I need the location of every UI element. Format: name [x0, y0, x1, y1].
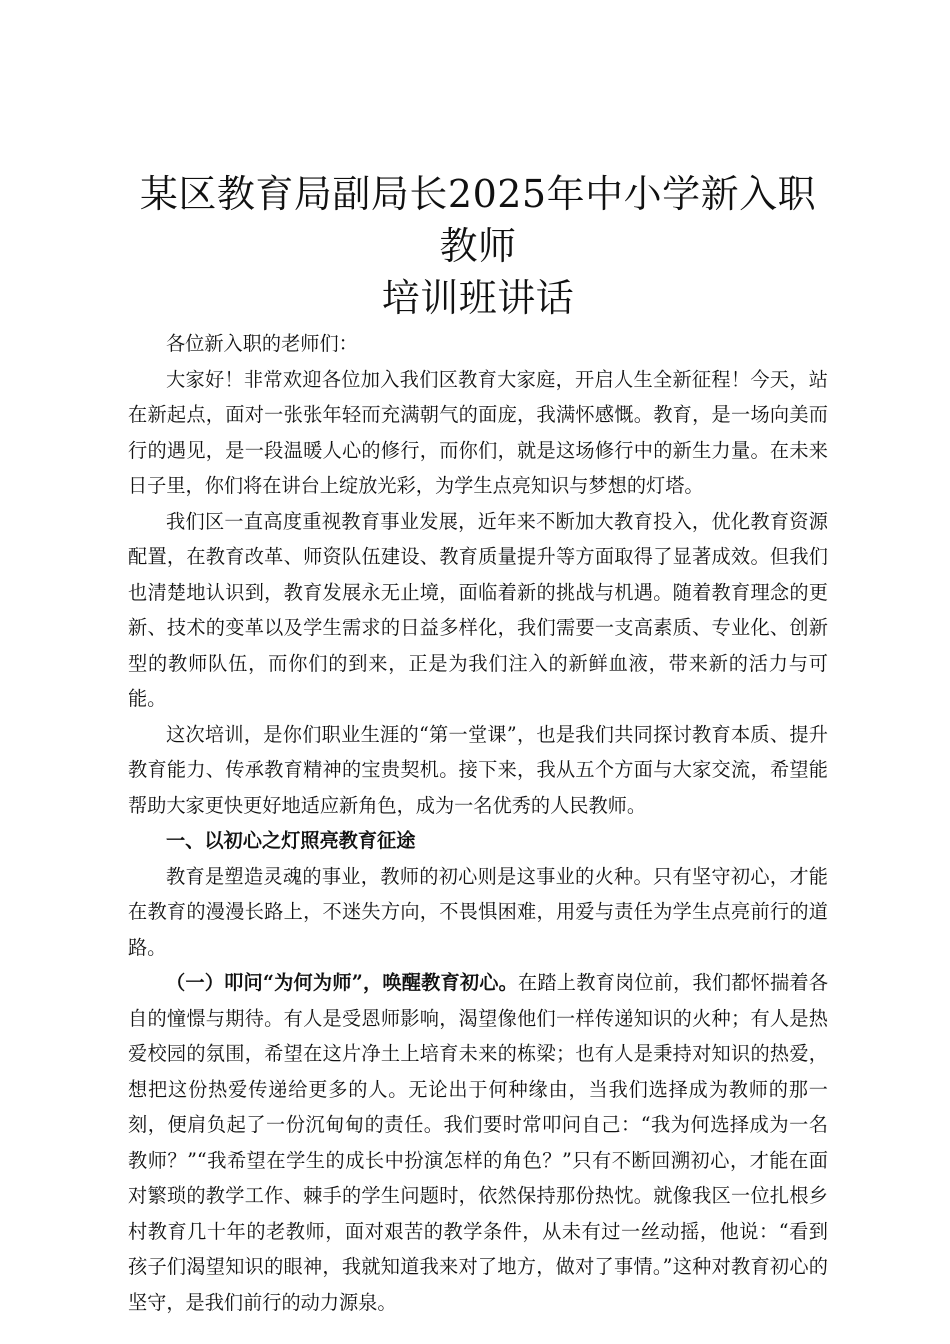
paragraph-district-development: 我们区一直高度重视教育事业发展，近年来不断加大教育投入，优化教育资源配置，在教育改革、师资队伍建设、教育质量提升等方面取得了显著成效。但我们也清楚地认识到，教育发展永无止境，面临着新的挑战与机遇。随着教育理念的更新、技术的变革以及学生需求的日益多样化，我们需要一支高素质、专业化、创新型的教师队伍，而你们的到来，正是为我们注入的新鲜血液，带来新的活力与可能。 [128, 509, 828, 710]
subsection-1-lead: （一）叩问“为何为师”，唤醒教育初心。 [166, 971, 519, 994]
title-line-1: 某区教育局副局长2025年中小学新入职教师 [139, 172, 817, 268]
subsection-1-body: 在踏上教育岗位前，我们都怀揣着各自的憧憬与期待。有人是受恩师影响，渴望像他们一样传递知识的火种；有人是热爱校园的氛围，希望在这片净土上培育未来的栋梁；也有人是秉持对知识的热爱，想把这份热爱传递给更多的人。无论出于何种缘由，当我们选择成为教师的那一刻，便肩负起了一份沉甸甸的责任。我们要时常叩问自己：“我为何选择成为一名教师？”“我希望在学生的成长中扮演怎样的角色？”只有不断回溯初心，才能在面对繁琐的教学工作、棘手的学生问题时，依然保持那份热忱。就像我区一位扎根乡村教育几十年的老教师，面对艰苦的教学条件，从未有过一丝动摇，他说：“看到孩子们渴望知识的眼神，我就知道我来对了地方，做对了事情。”这种对教育初心的坚守，是我们前行的动力源泉。 [128, 971, 829, 1314]
salutation: 各位新入职的老师们： [166, 332, 358, 355]
paragraph-welcome: 大家好！非常欢迎各位加入我们区教育大家庭，开启人生全新征程！今天，站在新起点，面对一张张年轻而充满朝气的面庞，我满怀感慨。教育，是一场向美而行的遇见，是一段温暖人心的修行，而你们，就是这场修行中的新生力量。在未来日子里，你们将在讲台上绽放光彩，为学生点亮知识与梦想的灯塔。 [128, 367, 828, 497]
document-title [128, 168, 828, 324]
paragraph-training-intro: 这次培训，是你们职业生涯的“第一堂课”，也是我们共同探讨教育本质、提升教育能力、传承教育精神的宝贵契机。接下来，我从五个方面与大家交流，希望能帮助大家更快更好地适应新角色，成为一名优秀的人民教师。 [128, 722, 828, 817]
title-line-2: 培训班讲话 [381, 276, 575, 320]
document-page [128, 168, 828, 1320]
section-heading-1: 一、以初心之灯照亮教育征途 [166, 829, 416, 852]
paragraph-subsection-1 [128, 965, 828, 1320]
paragraph-initial-aspiration: 教育是塑造灵魂的事业，教师的初心则是这事业的火种。只有坚守初心，才能在教育的漫漫长路上，不迷失方向，不畏惧困难，用爱与责任为学生点亮前行的道路。 [128, 864, 828, 959]
